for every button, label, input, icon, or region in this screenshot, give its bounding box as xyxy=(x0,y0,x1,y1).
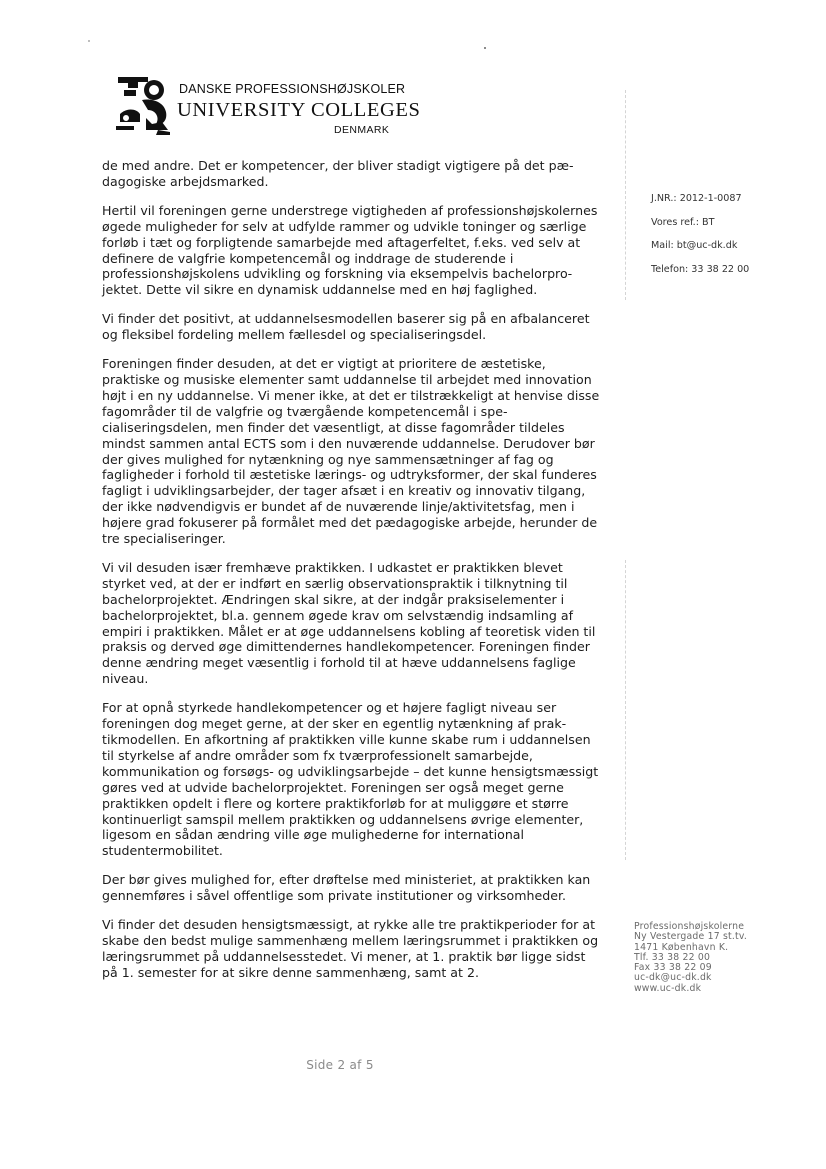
body-paragraph: Vi finder det positivt, at uddannelsesmodellen baserer sig på en afbalanceret og fleksibel fordeling mellem fællesdel og specialiseringsdel. xyxy=(102,311,590,343)
body-paragraph: de med andre. Det er kompetencer, der bliver stadigt vigtigere på det pædagogiske arbejdsmarked. xyxy=(102,158,574,189)
address-line: uc-dk@uc-dk.dk xyxy=(634,972,712,984)
address-line: Professionshøjskolerne xyxy=(634,921,745,932)
address-line: Tlf. 33 38 22 00 xyxy=(634,951,711,963)
org-country: DENMARK xyxy=(334,124,390,136)
margin-rule xyxy=(625,90,626,300)
body-paragraph: Vi finder det desuden hensigtsmæssigt, at rykke alle tre praktikperioder for at skabe den bedst mulige sammenhæng mellem læringsrummet i praktikken og læringsrummet på uddannelsesstedet. Vi mener, at 1. praktik bør ligge sidst på 1. semester for at sikre denne sammenhæng, samt at 2. xyxy=(102,917,599,980)
body-paragraph: Der bør gives mulighed for, efter drøftelse med ministeriet, at praktikken kan gennemføres i såvel offentlige som private institutioner og virksomheder. xyxy=(102,872,591,904)
address-line: Fax 33 38 22 09 xyxy=(634,962,712,974)
org-name-danish: DANSKE PROFESSIONSHØJSKOLER xyxy=(179,82,406,96)
address-line: www.uc-dk.dk xyxy=(634,982,702,994)
journal-number: J.NR.: 2012-1-0087 xyxy=(651,193,742,204)
margin-rule xyxy=(625,560,626,860)
organization-logo xyxy=(112,74,421,144)
scan-speck xyxy=(88,40,90,42)
our-reference: Vores ref.: BT xyxy=(651,216,715,228)
reference-block xyxy=(651,193,811,287)
body-paragraph: Vi vil desuden især fremhæve praktikken. I udkastet er praktikken blevet styrket ved, at der er indført en særlig observationspraktik i tilknytning til bachelorprojektet. Ændringen skal sikre, at der indgår praksiselementer i bachelorprojektet, bl.a. gennem øgede krav om selvstændig indsamling af empiri i praktikken. Målet er at øge uddannelsens kobling af teoretisk viden til praksis og derved øge dimittendernes handlekompetencer. Foreningen finder denne ændring meget væsentlig i forhold til at hæve uddannelsens faglige niveau. xyxy=(102,559,596,687)
org-name-english: UNIVERSITY COLLEGES xyxy=(177,99,421,121)
sender-address xyxy=(634,922,809,994)
body-paragraph: Hertil vil foreningen gerne understrege vigtigheden af professionshøjskolernes øgede muligheder for selv at udfylde rammer og udvikle toninger og særlige forløb i tæt og forpligtende samarbejde med aftagerfeltet, f.eks. ved selv at definere de valgfrie kompetencemål og inddrage de studerende i professionshøjskolens udvikling og forskning via eksempelvis bachelorprojektet. Dette vil sikre en dynamisk uddannelse med en høj faglighed. xyxy=(102,202,598,298)
address-line: Ny Vestergade 17 st.tv. xyxy=(634,931,748,943)
body-paragraph: For at opnå styrkede handlekompetencer og et højere fagligt niveau ser foreningen dog meget gerne, at der sker en egentlig nytænkning af praktikmodellen. En afkortning af praktikken ville kunne skabe rum i uddannelsen til styrkelse af andre områder som fx tværprofessionelt samarbejde, kommunikation og forsøgs- og udviklingsarbejde – det kunne hensigtsmæssigt gøres ved at udvide bachelorprojektet. Foreningen ser også meget gerne praktikken opdelt i flere og kortere praktikforløb for at muliggøre et større kontinuerligt samspil mellem praktikken og uddannelsens øvrige elementer, ligesom en sådan ændring ville øge mulighederne for international studentermobilitet. xyxy=(102,700,599,859)
address-line: 1471 København K. xyxy=(634,941,729,953)
scan-speck xyxy=(484,47,486,49)
body-paragraph: Foreningen finder desuden, at det er vigtigt at prioritere de æstetiske, praktiske og musiske elementer samt uddannelse til arbejdet med innovation højt i en ny uddannelse. Vi mener ikke, at det er tilstrækkeligt at henvise disse fagområder til de valgfrie og tværgående kompetencemål i specialiseringsdelen, men finder det væsentligt, at disse fagområder tildeles mindst sammen antal ECTS som i den nuværende uddannelse. Derudover bør der gives mulighed for nytænkning og nye sammensætninger af fag og fagligheder i forhold til æstetiske lærings- og udtryksformer, der skal funderes fagligt i udviklingsarbejder, der tager afsæt i en kreativ og innovativ tilgang, der ikke nødvendigvis er bundet af de nuværende linje/aktivitetsfag, men i højere grad fokuserer på formålet med det pædagogiske arbejde, herunder de tre specialiseringer. xyxy=(102,356,600,547)
contact-mail: Mail: bt@uc-dk.dk xyxy=(651,240,738,251)
contact-phone: Telefon: 33 38 22 00 xyxy=(651,263,750,275)
logo-emblem-icon xyxy=(112,74,174,136)
page-number: Side 2 af 5 xyxy=(306,1058,374,1072)
letter-body xyxy=(102,158,600,994)
